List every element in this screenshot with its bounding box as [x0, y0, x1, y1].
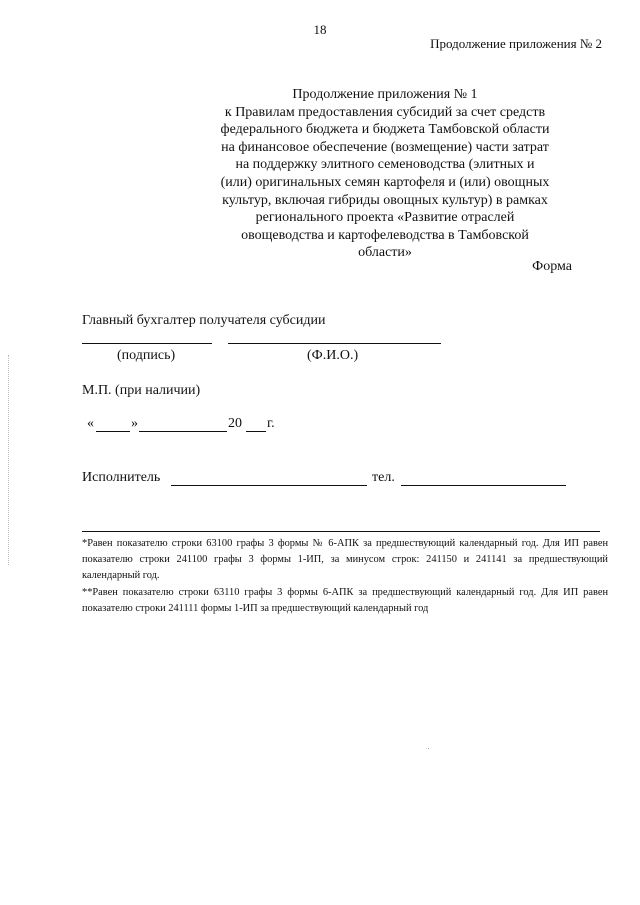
- footnotes: [82, 536, 608, 617]
- page-number: 18: [313, 22, 327, 37]
- footnote-1: *Равен показателю строки 63100 графы 3 формы № 6-АПК за предшествующий календарный год. Для ИП равен показателю строки 241100 графы 3 формы 1-ИП, за минусом строк: 241150 и 241141 за предшествующий календарный год.: [82, 538, 608, 582]
- scan-margin-mark: [8, 355, 9, 565]
- executor-label: Исполнитель: [82, 470, 161, 485]
- form-label: Форма: [532, 259, 572, 274]
- signature-line[interactable]: [82, 343, 212, 344]
- date-year-suffix: г.: [267, 416, 275, 431]
- continuation-note: Продолжение приложения № 2: [430, 36, 602, 51]
- date-year-line[interactable]: [246, 431, 266, 432]
- scan-speck: [428, 748, 429, 749]
- stamp-label: М.П. (при наличии): [82, 383, 201, 398]
- date-year-prefix: 20: [228, 416, 242, 431]
- header-line: на финансовое обеспечение (возмещение) части затрат: [221, 139, 549, 155]
- header-line: Продолжение приложения № 1: [292, 87, 478, 102]
- date-close-quote: »: [131, 416, 138, 431]
- footnote-2: **Равен показателю строки 63110 графы 3 формы 6-АПК за предшествующий календарный год. Для ИП равен показателю строки 241111 формы 1-ИП за предшествующий календарный год: [82, 586, 608, 614]
- header-line: на поддержку элитного семеноводства (элитных и: [235, 157, 535, 173]
- signature-caption: (подпись): [117, 348, 176, 363]
- header-line: области»: [358, 245, 412, 261]
- full-name-line[interactable]: [228, 343, 441, 344]
- executor-line[interactable]: [171, 485, 367, 486]
- header-line: регионального проекта «Развитие отраслей: [255, 210, 515, 226]
- header-line: к Правилам предоставления субсидий за счет средств: [224, 104, 546, 120]
- date-day-line[interactable]: [96, 431, 130, 432]
- header-line: культур, включая гибриды овощных культур) в рамках: [222, 192, 548, 208]
- accountant-title: Главный бухгалтер получателя субсидии: [82, 313, 326, 328]
- date-open-quote: «: [87, 416, 94, 431]
- header-line: (или) оригинальных семян картофеля и (или) овощных: [220, 174, 550, 190]
- date-month-line[interactable]: [139, 431, 227, 432]
- appendix-header: [195, 86, 575, 262]
- header-line: овощеводства и картофелеводства в Тамбовской: [241, 227, 529, 243]
- header-line: федерального бюджета и бюджета Тамбовской области: [220, 122, 550, 138]
- full-name-caption: (Ф.И.О.): [307, 348, 359, 363]
- phone-line[interactable]: [401, 485, 566, 486]
- footnote-divider: [82, 531, 600, 532]
- phone-label: тел.: [372, 470, 395, 485]
